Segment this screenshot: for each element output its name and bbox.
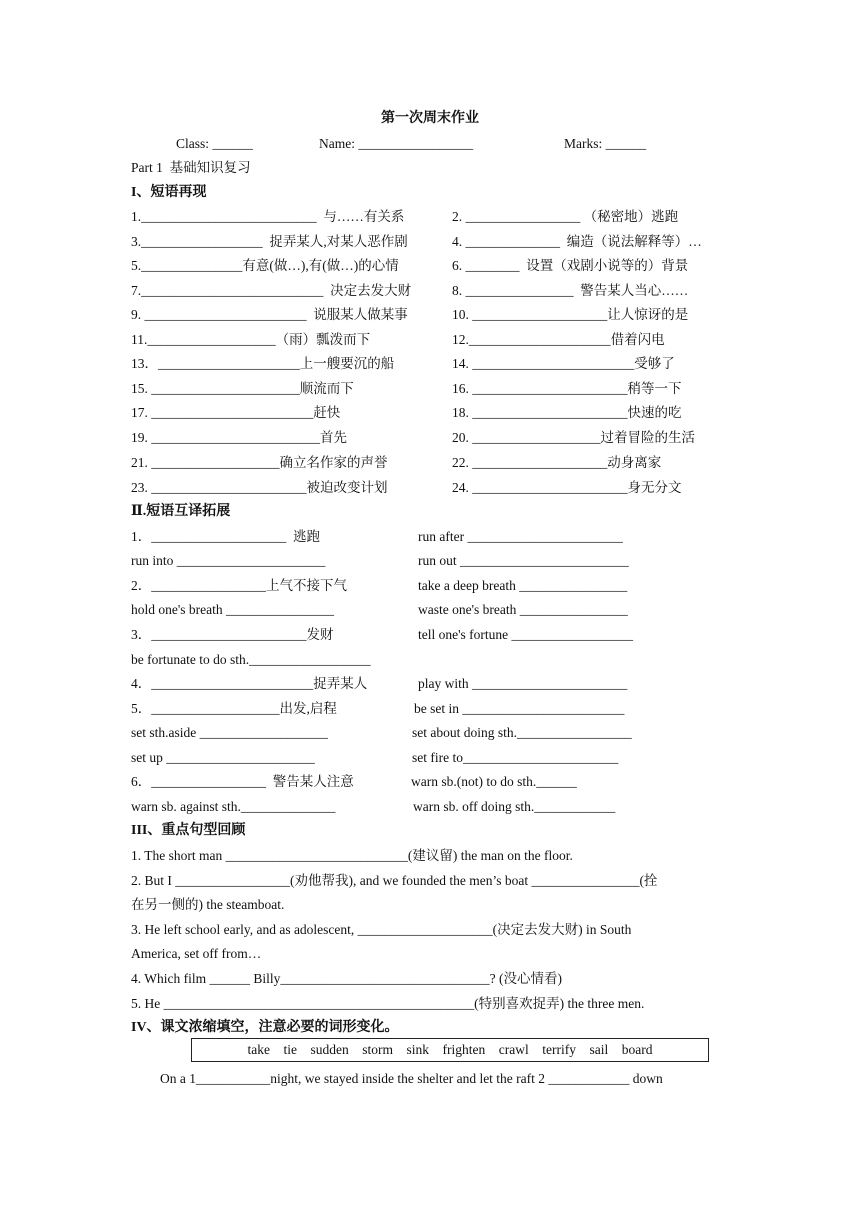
- translation-item: run into ______________________: [131, 553, 326, 568]
- translation-item: 3．_______________________发财: [131, 627, 334, 642]
- part-heading: Part 1 基础知识复习: [131, 160, 251, 175]
- translation-item: run out _________________________: [418, 553, 629, 568]
- phrase-item: 14. ________________________受够了: [452, 356, 675, 371]
- phrase-item: 3.__________________ 捉弄某人,对某人恶作剧: [131, 234, 408, 249]
- translation-item: hold one's breath ________________: [131, 602, 335, 617]
- page-title: 第一次周末作业: [381, 111, 479, 126]
- translation-item: tell one's fortune __________________: [418, 627, 634, 642]
- name-field: Name: _________________: [319, 136, 474, 151]
- marks-field: Marks: ______: [564, 136, 647, 151]
- phrase-item: 19. _________________________首先: [131, 430, 347, 445]
- class-field: Class: ______: [176, 136, 253, 151]
- phrase-item: 2. _________________ （秘密地）逃跑: [452, 209, 679, 224]
- phrase-item: 23. _______________________被迫改变计划: [131, 480, 388, 495]
- translation-item: 4．________________________捉弄某人: [131, 676, 368, 691]
- phrase-item: 11.___________________（雨）瓢泼而下: [131, 332, 371, 347]
- sentence-item: 2. But I _________________(劝他帮我), and we founded the men’s boat ________________(拴: [131, 873, 658, 888]
- sentence-item: America, set off from…: [131, 946, 262, 961]
- sentence-item: 5. He ______________________________________________(特别喜欢捉弄) the three men.: [131, 996, 645, 1011]
- phrase-item: 21. ___________________确立名作家的声誉: [131, 455, 388, 470]
- translation-item: warn sb.(not) to do sth.______: [411, 774, 577, 789]
- phrase-item: 17. ________________________赶快: [131, 405, 341, 420]
- translation-item: set up ______________________: [131, 750, 315, 765]
- translation-item: play with _______________________: [418, 676, 628, 691]
- phrase-item: 12._____________________借着闪电: [452, 332, 665, 347]
- section-heading-1: I、短语再现: [131, 185, 207, 200]
- phrase-item: 16. _______________________稍等一下: [452, 381, 682, 396]
- sentence-item: 在另一侧的) the steamboat.: [131, 897, 285, 912]
- phrase-item: 13．_____________________上一艘要沉的船: [131, 356, 395, 371]
- translation-item: 1．____________________ 逃跑: [131, 529, 320, 544]
- phrase-item: 20. ___________________过着冒险的生活: [452, 430, 695, 445]
- translation-item: 2．_________________上气不接下气: [131, 578, 347, 593]
- sentence-item: 1. The short man ___________________________(建议留) the man on the floor.: [131, 848, 573, 863]
- phrase-item: 1.__________________________ 与……有关系: [131, 209, 405, 224]
- translation-item: warn sb. off doing sth.____________: [413, 799, 616, 814]
- translation-item: set about doing sth._________________: [412, 725, 632, 740]
- section-heading-3: III、重点句型回顾: [131, 823, 246, 838]
- phrase-item: 22. ____________________动身离家: [452, 455, 662, 470]
- translation-item: waste one's breath ________________: [418, 602, 628, 617]
- translation-item: be set in ________________________: [414, 701, 625, 716]
- section-heading-2: Ⅱ.短语互译拓展: [131, 504, 231, 519]
- translation-item: set sth.aside ___________________: [131, 725, 328, 740]
- phrase-item: 18. _______________________快速的吃: [452, 405, 682, 420]
- cloze-paragraph: On a 1___________night, we stayed inside the shelter and let the raft 2 ____________ down: [160, 1071, 663, 1086]
- phrase-item: 15. ______________________顺流而下: [131, 381, 354, 396]
- translation-item: 6．_________________ 警告某人注意: [131, 774, 354, 789]
- sentence-item: 4. Which film ______ Billy_______________________________? (没心情看): [131, 971, 562, 986]
- translation-item: be fortunate to do sth.__________________: [131, 652, 371, 667]
- translation-item: set fire to_______________________: [412, 750, 619, 765]
- translation-item: run after _______________________: [418, 529, 623, 544]
- phrase-item: 10. ____________________让人惊讶的是: [452, 307, 689, 322]
- phrase-item: 5._______________有意(做…),有(做…)的心情: [131, 258, 399, 273]
- translation-item: warn sb. against sth.______________: [131, 799, 336, 814]
- phrase-item: 6. ________ 设置（戏剧小说等的）背景: [452, 258, 689, 273]
- phrase-item: 4. ______________ 编造（说法解释等）…: [452, 234, 702, 249]
- phrase-item: 8. ________________ 警告某人当心……: [452, 283, 689, 298]
- phrase-item: 9. ________________________ 说服某人做某事: [131, 307, 408, 322]
- translation-item: take a deep breath ________________: [418, 578, 628, 593]
- phrase-item: 7.___________________________ 决定去发大财: [131, 283, 412, 298]
- translation-item: 5．___________________出发,启程: [131, 701, 337, 716]
- sentence-item: 3. He left school early, and as adolescent, ____________________(决定去发大财) in South: [131, 922, 632, 937]
- word-bank-box: take tie sudden storm sink frighten crawl terrify sail board: [191, 1038, 709, 1062]
- phrase-item: 24. _______________________身无分文: [452, 480, 682, 495]
- section-heading-4: IV、课文浓缩填空，注意必要的词形变化。: [131, 1020, 399, 1035]
